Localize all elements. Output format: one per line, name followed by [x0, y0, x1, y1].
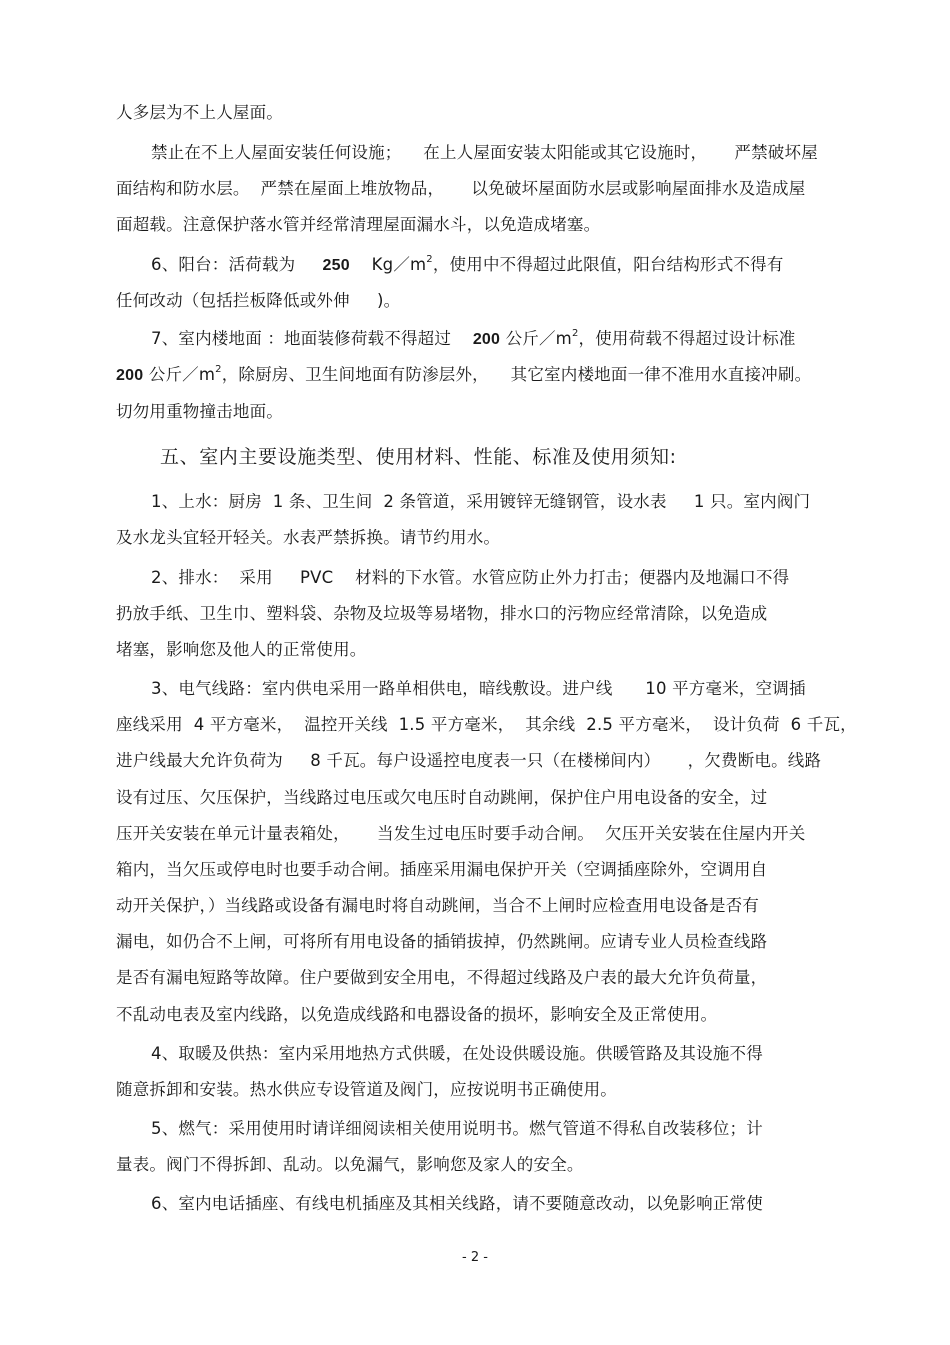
text-line: 面结构和防水层。 严禁在屋面上堆放物品， 以免破坏屋面防水层或影响屋面排水及造成屋: [116, 179, 806, 198]
text-segment: 6、阳台：活荷载为: [151, 255, 296, 274]
text-segment: ，除厨房、卫生间地面有防渗层外， 其它室内楼地面一律不准用水直接冲刷。: [221, 365, 812, 384]
text-segment: ，使用荷载不得超过设计标准: [578, 329, 796, 348]
text-segment: ，使用中不得超过此限值，阳台结构形式不得有: [432, 255, 784, 274]
floor-line: [151, 328, 796, 351]
text-line: 堵塞，影响您及他人的正常使用。: [116, 640, 367, 659]
floor-load-value: 200: [472, 331, 501, 348]
superscript: 2: [215, 364, 222, 375]
text-line: 压开关安装在单元计量表箱处， 当发生过电压时要手动合闸。 欠压开关安装在住屋内开关: [116, 824, 806, 843]
floor-line-2: [116, 364, 811, 387]
text-line: 设有过压、欠压保护，当线路过电压或欠电压时自动跳闸，保护住户用电设备的安全，过: [116, 788, 768, 807]
text-line: 3、电气线路：室内供电采用一路单相供电，暗线敷设。进户线 10 平方毫米，空调插: [151, 679, 806, 698]
text-line: 及水龙头宜轻开轻关。水表严禁拆换。请节约用水。: [116, 528, 501, 547]
floor-design-value: 200: [116, 367, 144, 384]
text-line: 4、取暖及供热：室内采用地热方式供暖，在处设供暖设施。供暖管路及其设施不得: [151, 1044, 763, 1063]
text-line: 5、燃气：采用使用时请详细阅读相关使用说明书。燃气管道不得私自改装移位；计: [151, 1119, 763, 1138]
text-line: 量表。阀门不得拆卸、乱动。以免漏气，影响您及家人的安全。: [116, 1155, 584, 1174]
text-line: 进户线最大允许负荷为 8 千瓦。每户设遥控电度表一只（在楼梯间内） ，欠费断电。线路: [116, 751, 822, 770]
text-line: 扔放手纸、卫生巾、塑料袋、杂物及垃圾等易堵物，排水口的污物应经常清除，以免造成: [116, 604, 768, 623]
text-line: 1、上水：厨房 1 条、卫生间 2 条管道，采用镀锌无缝钢管，设水表 1 只。室内阀门: [151, 492, 811, 511]
text-line: 2、排水： 采用 PVC 材料的下水管。水管应防止外力打击；便器内及地漏口不得: [151, 568, 790, 587]
text-line: 漏电，如仍合不上闸，可将所有用电设备的插销拔掉，仍然跳闸。应请专业人员检查线路: [116, 932, 768, 951]
text-line: 随意拆卸和安装。热水供应专设管道及阀门，应按说明书正确使用。: [116, 1080, 617, 1099]
text-line: 面超载。注意保护落水管并经常清理屋面漏水斗，以免造成堵塞。: [116, 215, 601, 234]
unit-text: 公斤／m: [505, 329, 572, 348]
unit-text: Kg／m: [371, 255, 427, 274]
balcony-line: [151, 254, 784, 277]
text-line: 6、室内电话插座、有线电机插座及其相关线路，请不要随意改动，以免影响正常使: [151, 1194, 763, 1213]
page-number: - 2 -: [462, 1250, 488, 1265]
superscript: 2: [571, 328, 579, 339]
text-line: 切勿用重物撞击地面。: [116, 402, 283, 421]
text-line: 任何改动（包括拦板降低或外伸 )。: [116, 291, 401, 310]
section-heading: 五、室内主要设施类型、使用材料、性能、标准及使用须知:: [160, 446, 677, 468]
text-line: 禁止在不上人屋面安装任何设施； 在上人屋面安装太阳能或其它设施时， 严禁破坏屋: [151, 143, 818, 162]
text-line: 不乱动电表及室内线路，以免造成线路和电器设备的损坏，影响安全及正常使用。: [116, 1005, 718, 1024]
text-line: 动开关保护，）当线路或设备有漏电时将自动跳闸，当合不上闸时应检查用电设备是否有: [116, 896, 760, 915]
text-line: 是否有漏电短路等故障。住户要做到安全用电，不得超过线路及户表的最大允许负荷量，: [116, 968, 768, 987]
superscript: 2: [426, 254, 433, 265]
unit-text: 公斤／m: [143, 365, 216, 384]
text-line: 人多层为不上人屋面。: [116, 103, 283, 122]
text-segment: 7、室内楼地面 ：地面装修荷载不得超过: [151, 329, 452, 348]
text-line: 座线采用 4 平方毫米， 温控开关线 1.5 平方毫米， 其余线 2.5 平方毫米， 设计负荷 6 千瓦，: [116, 715, 857, 734]
balcony-load-value: 250: [322, 257, 350, 274]
text-line: 箱内，当欠压或停电时也要手动合闸。插座采用漏电保护开关（空调插座除外，空调用自: [116, 860, 768, 879]
